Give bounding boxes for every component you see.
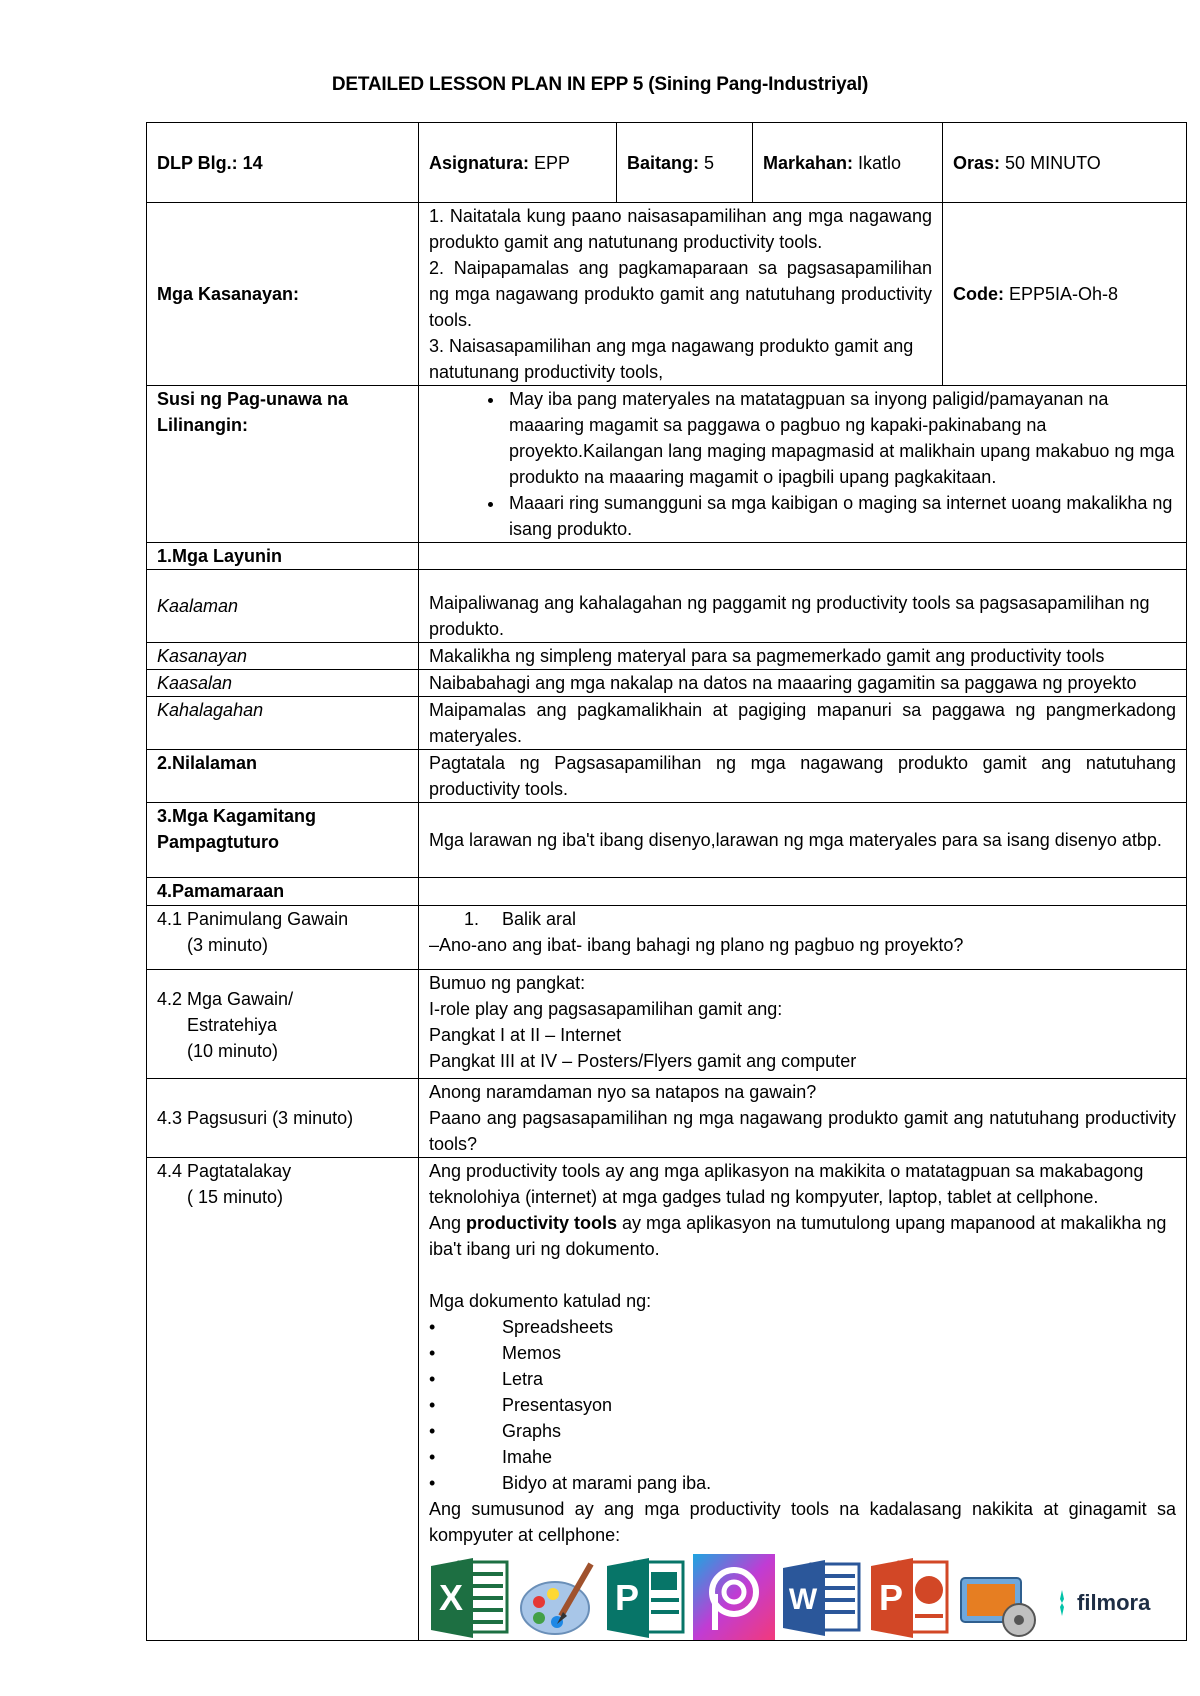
oras-cell bbox=[943, 123, 1187, 203]
markahan-cell bbox=[753, 123, 943, 203]
ppt-letter: P bbox=[878, 1577, 904, 1618]
dokumento-item bbox=[429, 1366, 1176, 1392]
step-4-4-label-cell bbox=[147, 1158, 419, 1641]
kagamitan-row bbox=[147, 803, 1187, 878]
pagsusuri-question: Paano ang pagsasapamilihan ng mga nagawang produkto gamit ang natutuhang productivity tools? bbox=[429, 1108, 1176, 1154]
step-4-2-label: 4.2 Mga Gawain/ bbox=[157, 989, 294, 1009]
asignatura-value: EPP bbox=[534, 152, 571, 173]
excel-icon bbox=[429, 1554, 511, 1640]
lesson-plan-table bbox=[146, 122, 1187, 1641]
kaalaman-label: Kaalaman bbox=[147, 570, 419, 643]
pagtatalakay-paragraph: Ang productivity tools ay ang mga aplikasyon na makikita o matatagpuan sa makabagong teknolohiya (internet) at mga gadges tulad ng kompyuter, laptop, tablet at cellphone. bbox=[429, 1161, 1144, 1207]
bullet-marker: • bbox=[429, 1369, 436, 1389]
kasanayan-item: 2. Naipapamalas ang pagkamaparaan sa pagsasapamilihan ng mga nagawang produkto gamit ang natutuhang productivity tools. bbox=[429, 258, 932, 330]
kasanayan-item: 3. Naisasapamilihan ang mga nagawang produkto gamit ang natutunang productivity tools, bbox=[429, 336, 914, 382]
dokumento-item bbox=[429, 1340, 1176, 1366]
step-4-2-time: (10 minuto) bbox=[187, 1041, 279, 1061]
kasanayan-obj-label: Kasanayan bbox=[147, 643, 419, 670]
nilalaman-row bbox=[147, 750, 1187, 803]
kahalagahan-row bbox=[147, 697, 1187, 750]
word-letter: W bbox=[788, 1583, 818, 1616]
dokumento-item bbox=[429, 1470, 1176, 1496]
kasanayan-row bbox=[147, 203, 1187, 386]
filmora-icon bbox=[1053, 1590, 1071, 1616]
dokumento-text: Bidyo at marami pang iba. bbox=[502, 1473, 712, 1493]
baitang-cell bbox=[617, 123, 753, 203]
susi-bullet: • May iba pang materyales na matatagpuan sa inyong paligid/pamayanan na maaaring magamit sa paggawa o pagbuo ng kapaki-pakinabang na proyekto.Kailangan lang maging mapagmasid at malikhain upang makabuo ng mga produkto na maaaring magamit o ipagbili upang pagkakitaan. bbox=[505, 386, 1176, 490]
dokumento-item bbox=[429, 1392, 1176, 1418]
document-title: DETAILED LESSON PLAN IN EPP 5 (Sining Pang-Industriyal) bbox=[331, 74, 869, 95]
susi-content bbox=[419, 386, 1187, 543]
pagtatalakay-paragraph-2 bbox=[429, 1210, 1176, 1262]
kagamitan-value: Mga larawan ng iba't ibang disenyo,larawan ng mga materyales para sa isang disenyo atbp. bbox=[419, 803, 1187, 878]
baitang-label: Baitang: bbox=[627, 152, 699, 173]
header-row bbox=[147, 123, 1187, 203]
powerpoint-icon bbox=[869, 1554, 951, 1640]
susi-label: Susi ng Pag-unawa na Lilinangin: bbox=[147, 386, 419, 543]
movie-maker-icon bbox=[957, 1554, 1039, 1640]
kaalaman-text: Maipaliwanag ang kahalagahan ng paggamit ng productivity tools sa pagsasapamilihan ng produkto. bbox=[429, 593, 1150, 639]
nilalaman-value: Pagtatala ng Pagsasapamilihan ng mga nagawang produkto gamit ang natutuhang productivity tools. bbox=[419, 750, 1187, 803]
step-4-1-label-cell bbox=[147, 906, 419, 970]
p2-bold: productivity tools bbox=[466, 1213, 618, 1233]
step-4-3-content bbox=[419, 1079, 1187, 1158]
pagsusuri-question: Anong naramdaman nyo sa natapos na gawain? bbox=[429, 1082, 817, 1102]
excel-letter: X bbox=[438, 1577, 464, 1618]
dokumento-list-intro: Mga dokumento katulad ng: bbox=[429, 1291, 652, 1311]
code-cell bbox=[943, 203, 1187, 386]
balik-aral-question: –Ano-ano ang ibat- ibang bahagi ng plano ng pagbuo ng proyekto? bbox=[429, 935, 964, 955]
publisher-letter: P bbox=[614, 1577, 640, 1618]
kaasalan-label: Kaasalan bbox=[147, 670, 419, 697]
bullet-marker: • bbox=[429, 1343, 436, 1363]
baitang-value: 5 bbox=[704, 152, 715, 173]
susi-row bbox=[147, 386, 1187, 543]
filmora-logo bbox=[1053, 1590, 1150, 1616]
gawain-line: Pangkat I at II – Internet bbox=[429, 1025, 622, 1045]
step-4-3-row bbox=[147, 1079, 1187, 1158]
step-4-2-row bbox=[147, 970, 1187, 1079]
nilalaman-label: 2.Nilalaman bbox=[147, 750, 419, 803]
gawain-line: Bumuo ng pangkat: bbox=[429, 973, 586, 993]
kasanayan-obj-row bbox=[147, 643, 1187, 670]
productivity-tools-intro: Ang sumusunod ay ang mga productivity tools na kadalasang nakikita at ginagamit sa kompyuter at cellphone: bbox=[429, 1499, 1176, 1545]
step-4-1-content bbox=[419, 906, 1187, 970]
kasanayan-label: Mga Kasanayan: bbox=[147, 203, 419, 386]
kagamitan-label: 3.Mga Kagamitang Pampagtuturo bbox=[147, 803, 419, 878]
asignatura-label: Asignatura: bbox=[429, 152, 530, 173]
step-4-3-label: 4.3 Pagsusuri (3 minuto) bbox=[147, 1079, 419, 1158]
kahalagahan-value: Maipamalas ang pagkamalikhain at pagiging mapanuri sa paggawa ng pangmerkadong materyales. bbox=[419, 697, 1187, 750]
pamamaraan-label: 4.Pamamaraan bbox=[147, 878, 419, 906]
layunin-empty bbox=[419, 543, 1187, 570]
filmora-text: filmora bbox=[1077, 1590, 1151, 1615]
step-4-2-label-cell bbox=[147, 970, 419, 1079]
kaasalan-value: Naibabahagi ang mga nakalap na datos na maaaring gagamitin sa paggawa ng proyekto bbox=[419, 670, 1187, 697]
kasanayan-item: 1. Naitatala kung paano naisasapamilihan ang mga nagawang produkto gamit ang natutunang productivity tools. bbox=[429, 206, 932, 252]
susi-bullet: • Maaari ring sumangguni sa mga kaibigan o maging sa internet uoang makalikha ng isang produkto. bbox=[505, 490, 1176, 542]
step-4-4-content bbox=[419, 1158, 1187, 1641]
step-4-1-row bbox=[147, 906, 1187, 970]
dokumento-text: Spreadsheets bbox=[502, 1317, 614, 1337]
dokumento-item bbox=[429, 1444, 1176, 1470]
gawain-line: I-role play ang pagsasapamilihan gamit ang: bbox=[429, 999, 783, 1019]
bullet-marker: • bbox=[429, 1317, 436, 1337]
paint-palette-icon bbox=[517, 1554, 599, 1640]
productivity-tool-icons bbox=[429, 1550, 1176, 1640]
layunin-row bbox=[147, 543, 1187, 570]
dokumento-text: Letra bbox=[502, 1369, 544, 1389]
markahan-value: Ikatlo bbox=[858, 152, 902, 173]
kaalaman-row bbox=[147, 570, 1187, 643]
pamamaraan-empty bbox=[419, 878, 1187, 906]
step-4-2-label2: Estratehiya bbox=[187, 1015, 278, 1035]
picsart-icon bbox=[693, 1554, 775, 1640]
layunin-label: 1.Mga Layunin bbox=[147, 543, 419, 570]
pamamaraan-row bbox=[147, 878, 1187, 906]
kahalagahan-label: Kahalagahan bbox=[147, 697, 419, 750]
dokumento-text: Presentasyon bbox=[502, 1395, 613, 1415]
balik-aral-number: 1. bbox=[464, 909, 480, 929]
bullet-marker: • bbox=[429, 1395, 436, 1415]
markahan-label: Markahan: bbox=[763, 152, 854, 173]
kaasalan-row bbox=[147, 670, 1187, 697]
dokumento-item bbox=[429, 1314, 1176, 1340]
dokumento-text: Graphs bbox=[502, 1421, 562, 1441]
step-4-2-content bbox=[419, 970, 1187, 1079]
dokumento-text: Memos bbox=[502, 1343, 562, 1363]
step-4-1-label: 4.1 Panimulang Gawain bbox=[157, 909, 349, 929]
publisher-icon bbox=[605, 1554, 687, 1640]
balik-aral-text: Balik aral bbox=[502, 909, 577, 929]
bullet-marker: • bbox=[429, 1447, 436, 1467]
code-value: EPP5IA-Oh-8 bbox=[1009, 284, 1119, 304]
bullet-marker: • bbox=[429, 1473, 436, 1493]
asignatura-cell bbox=[419, 123, 617, 203]
gawain-line: Pangkat III at IV – Posters/Flyers gamit ang computer bbox=[429, 1051, 857, 1071]
oras-value: 50 MINUTO bbox=[1005, 152, 1101, 173]
step-4-1-time: (3 minuto) bbox=[187, 935, 269, 955]
dokumento-item bbox=[429, 1418, 1176, 1444]
kasanayan-obj-value: Makalikha ng simpleng materyal para sa pagmemerkado gamit ang productivity tools bbox=[419, 643, 1187, 670]
susi-bullet-list bbox=[429, 386, 1176, 542]
balik-aral-item bbox=[429, 906, 1176, 932]
p2-post: ay mga aplikasyon na tumutulong upang mapanood at makalikha ng iba't ibang uri ng dokumento. bbox=[429, 1213, 1167, 1259]
dokumento-text: Imahe bbox=[502, 1447, 553, 1467]
step-4-4-row bbox=[147, 1158, 1187, 1641]
step-4-4-label: 4.4 Pagtatalakay bbox=[157, 1161, 292, 1181]
word-icon bbox=[781, 1554, 863, 1640]
kasanayan-items bbox=[419, 203, 943, 386]
kaalaman-value bbox=[419, 570, 1187, 643]
step-4-4-time: ( 15 minuto) bbox=[187, 1187, 284, 1207]
oras-label: Oras: bbox=[953, 152, 1001, 173]
code-label: Code: bbox=[953, 284, 1004, 304]
dlp-number: DLP Blg.: 14 bbox=[147, 123, 419, 203]
p2-pre: Ang bbox=[429, 1213, 467, 1233]
bullet-marker: • bbox=[429, 1421, 436, 1441]
